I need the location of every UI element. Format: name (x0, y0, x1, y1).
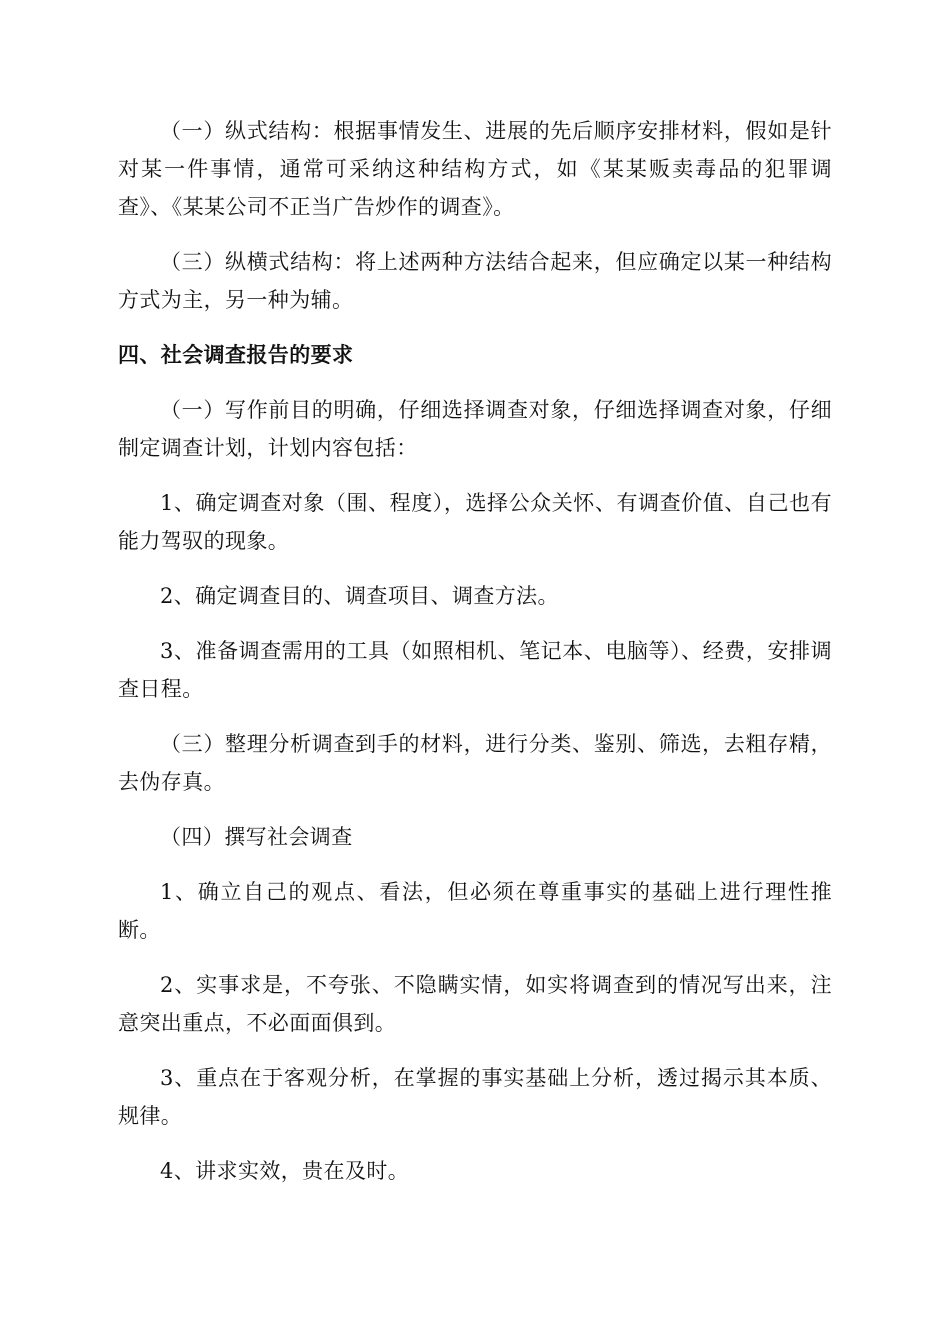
paragraph-write-item-3: 3、重点在于客观分析，在掌握的事实基础上分析，透过揭示其本质、规律。 (118, 1066, 832, 1128)
paragraph-item-2: 2、确定调查目的、调查项目、调查方法。 (160, 584, 559, 608)
paragraph-item-1: 1、确定调查对象（围、程度），选择公众关怀、有调查价值、自己也有能力驾驭的现象。 (118, 491, 832, 553)
paragraph-purpose: （一）写作前目的明确，仔细选择调查对象，仔细选择调查对象，仔细制定调查计划，计划内容包括： (118, 398, 832, 460)
paragraph-vertical-structure: （一）纵式结构：根据事情发生、进展的先后顺序安排材料，假如是针对某一件事情，通常可采纳这种结构方式，如《某某贩卖毒品的犯罪调查》、《某某公司不正当广告炒作的调查》。 (118, 119, 832, 219)
paragraph-write-item-4: 4、讲求实效，贵在及时。 (160, 1159, 410, 1183)
paragraph-combined-structure: （三）纵横式结构：将上述两种方法结合起来，但应确定以某一种结构方式为主，另一种为辅。 (118, 250, 832, 312)
paragraph-item-3: 3、准备调查需用的工具（如照相机、笔记本、电脑等）、经费，安排调查日程。 (118, 639, 832, 701)
section-heading-requirements: 四、社会调查报告的要求 (118, 342, 354, 367)
paragraph-write-report: （四）撰写社会调查 (160, 825, 353, 849)
paragraph-analyze-materials: （三）整理分析调查到手的材料，进行分类、鉴别、筛选，去粗存精，去伪存真。 (118, 732, 832, 794)
paragraph-write-item-2: 2、实事求是，不夸张、不隐瞒实情，如实将调查到的情况写出来，注意突出重点，不必面面俱到。 (118, 973, 832, 1035)
paragraph-write-item-1: 1、确立自己的观点、看法，但必须在尊重事实的基础上进行理性推断。 (118, 880, 832, 942)
